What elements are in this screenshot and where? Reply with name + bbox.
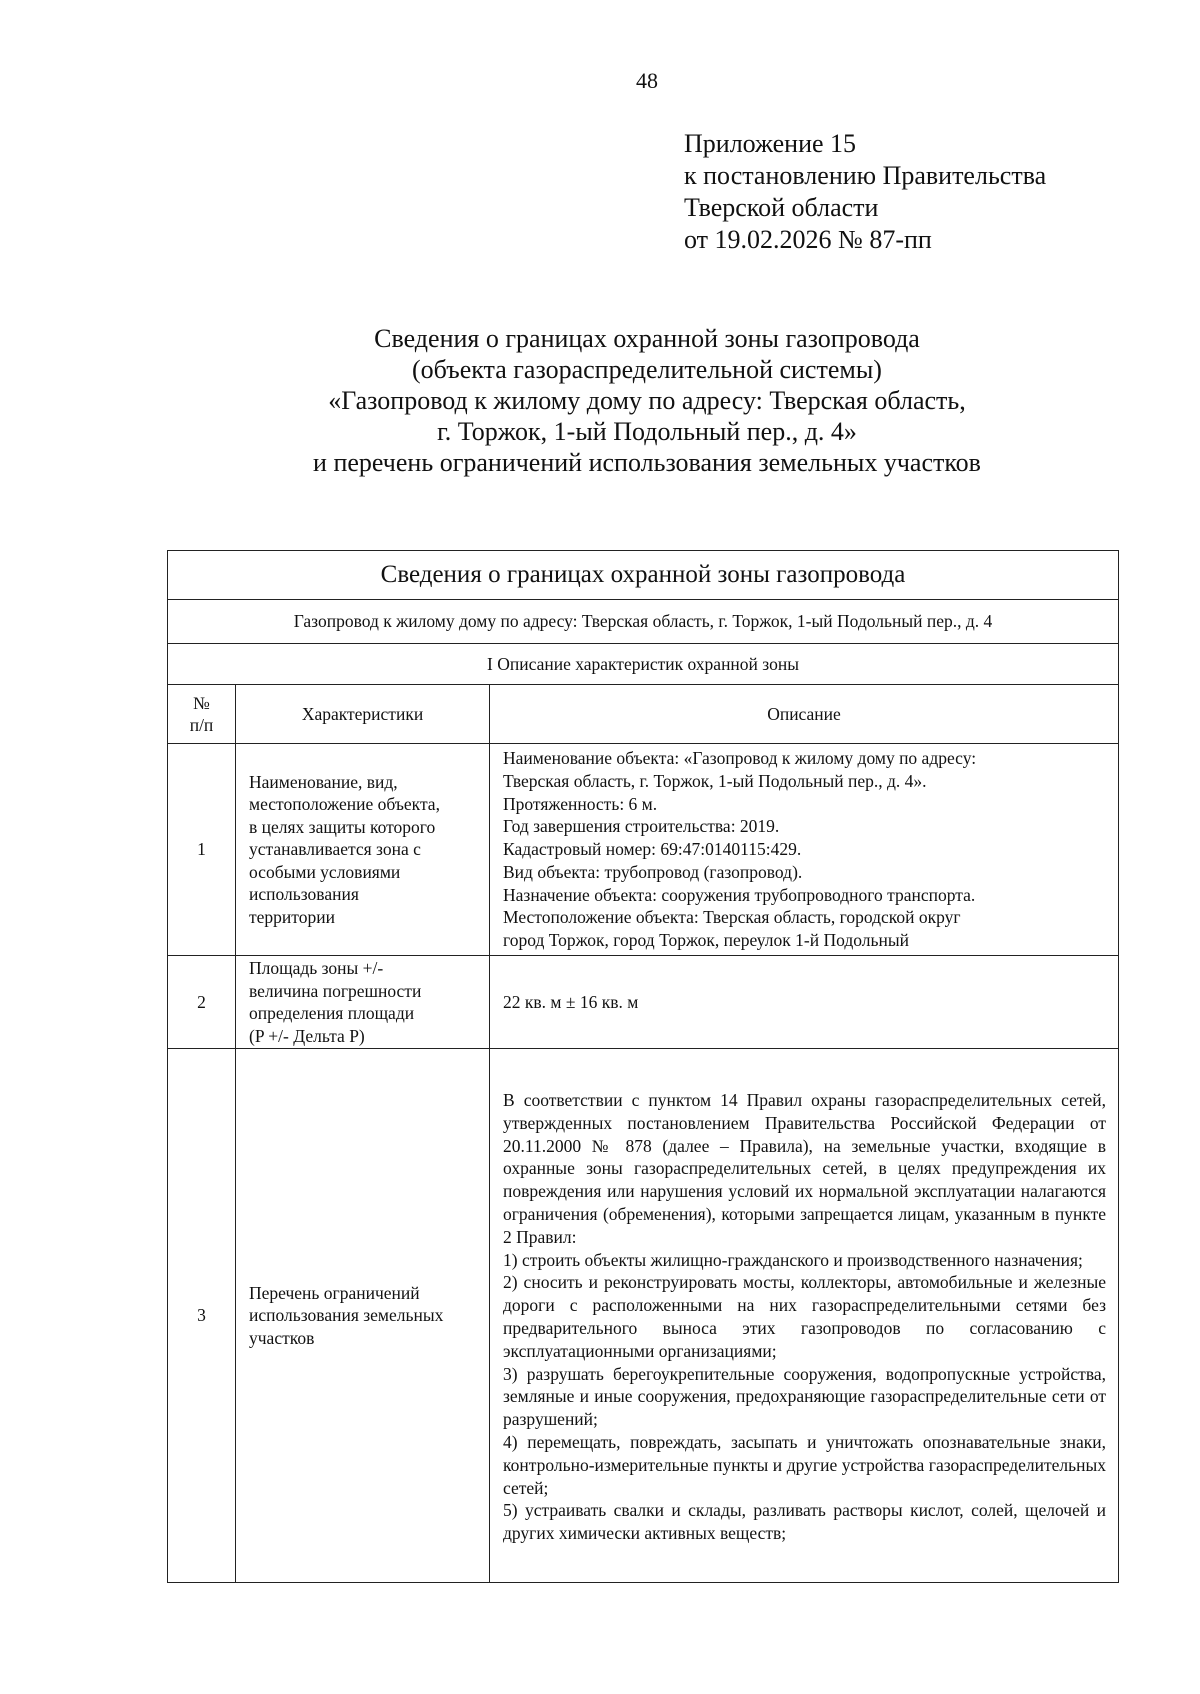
characteristic-line: устанавливается зона с [249,839,421,860]
appendix-line: Приложение 15 [684,129,857,158]
protection-zone-table [167,550,1119,1583]
description-line: город Торжок, город Торжок, переулок 1-й Подольный [503,930,909,951]
description-line: Вид объекта: трубопровод (газопровод). [503,861,803,882]
row-characteristic [236,956,490,1049]
description-line: Год завершения строительства: 2019. [503,816,780,837]
row-description [490,744,1119,956]
characteristic-line: Площадь зоны +/- [249,958,384,978]
column-header-num-line: п/п [189,715,214,735]
description-line: Назначение объекта: сооружения трубопроводного транспорта. [503,884,976,905]
table-row [168,744,1119,956]
characteristic-line: Наименование, вид, [249,771,398,792]
description-line: 22 кв. м ± 16 кв. м [503,991,639,1012]
title-line: «Газопровод к жилому дому по адресу: Тверская область, [328,386,966,415]
restriction-paragraph: 3) разрушать берегоукрепительные сооружения, водопропускные устройства, земляные и иные сооружения, предохраняющие газораспределительные сети от разрушений; [503,1363,1107,1430]
table-heading-row [168,551,1119,600]
characteristic-line: величина погрешности [249,980,422,1001]
table-row [168,956,1119,1049]
title-line: и перечень ограничений использования земельных участков [313,448,981,477]
column-header-num [168,685,236,744]
restriction-paragraph: 5) устраивать свалки и склады, разливать растворы кислот, солей, щелочей и других химически активных веществ; [503,1500,1107,1544]
characteristic-line: в целях защиты которого [249,816,436,837]
characteristic-line: Перечень ограничений [249,1282,420,1303]
appendix-line: Тверской области [684,193,879,222]
characteristic-line: территории [249,906,335,927]
description-line: Протяженность: 6 м. [503,793,658,814]
characteristic-line: использования [249,884,359,905]
characteristic-line: определения площади [249,1003,415,1023]
characteristic-line: участков [249,1327,315,1348]
description-line: Кадастровый номер: 69:47:0140115:429. [503,839,802,860]
table-section-row [168,644,1119,685]
row-number: 3 [168,1049,236,1583]
table-object-name: Газопровод к жилому дому по адресу: Тверская область, г. Торжок, 1-ый Подольный пер., д. 4 [168,600,1119,644]
description-line: Наименование объекта: «Газопровод к жилому дому по адресу: [503,747,977,768]
characteristic-line: (P +/- Дельта P) [249,1025,365,1046]
title-line: Сведения о границах охранной зоны газопровода [374,324,920,353]
title-line: г. Торжок, 1-ый Подольный пер., д. 4» [437,417,857,446]
description-line: Тверская область, г. Торжок, 1-ый Подольный пер., д. 4». [503,770,927,791]
table-row [168,1049,1119,1583]
title-line: (объекта газораспределительной системы) [412,355,882,384]
row-description [490,956,1119,1049]
characteristic-line: местоположение объекта, [249,794,440,815]
row-number: 1 [168,744,236,956]
row-characteristic [236,1049,490,1583]
document-title [0,323,1200,478]
appendix-line: к постановлению Правительства [684,161,1047,190]
restriction-paragraph: 1) строить объекты жилищно-гражданского и производственного назначения; [503,1249,1083,1270]
column-header-characteristics: Характеристики [236,685,490,744]
table-heading: Сведения о границах охранной зоны газопровода [168,551,1119,600]
column-header-description: Описание [490,685,1119,744]
table-object-row [168,600,1119,644]
description-line: Местоположение объекта: Тверская область, городской округ [503,907,961,928]
row-characteristic [236,744,490,956]
restriction-paragraph: 4) перемещать, повреждать, засыпать и уничтожать опознавательные знаки, контрольно-измерительные пункты и другие устройства газораспределительных сетей; [503,1431,1107,1498]
appendix-line: от 19.02.2026 № 87-пп [684,225,932,254]
page-number: 48 [636,68,658,93]
row-number: 2 [168,956,236,1049]
restriction-paragraph: 2) сносить и реконструировать мосты, коллекторы, автомобильные и железные дороги с расположенными на них газораспределительными сетями без предварительного выноса этих газопроводов по согласованию с эксплуатационными организациями; [503,1272,1107,1361]
table-header-row [168,685,1119,744]
row-description [490,1049,1119,1583]
restriction-paragraph: В соответствии с пунктом 14 Правил охраны газораспределительных сетей, утвержденных постановлением Правительства Российской Федерации от 20.11.2000 № 878 (далее – Правила), на земельные участки, входящие в охранные зоны газораспределительных сетей, в целях предупреждения их повреждения или нарушения условий их нормальной эксплуатации налагаются ограничения (обременения), которыми запрещается лицам, указанным в пункте 2 Правил: [503,1090,1107,1247]
characteristic-line: использования земельных [249,1305,444,1326]
characteristic-line: особыми условиями [249,861,401,882]
column-header-num-line: № [193,693,210,713]
table-section-title: I Описание характеристик охранной зоны [168,644,1119,685]
appendix-header [684,128,1046,256]
